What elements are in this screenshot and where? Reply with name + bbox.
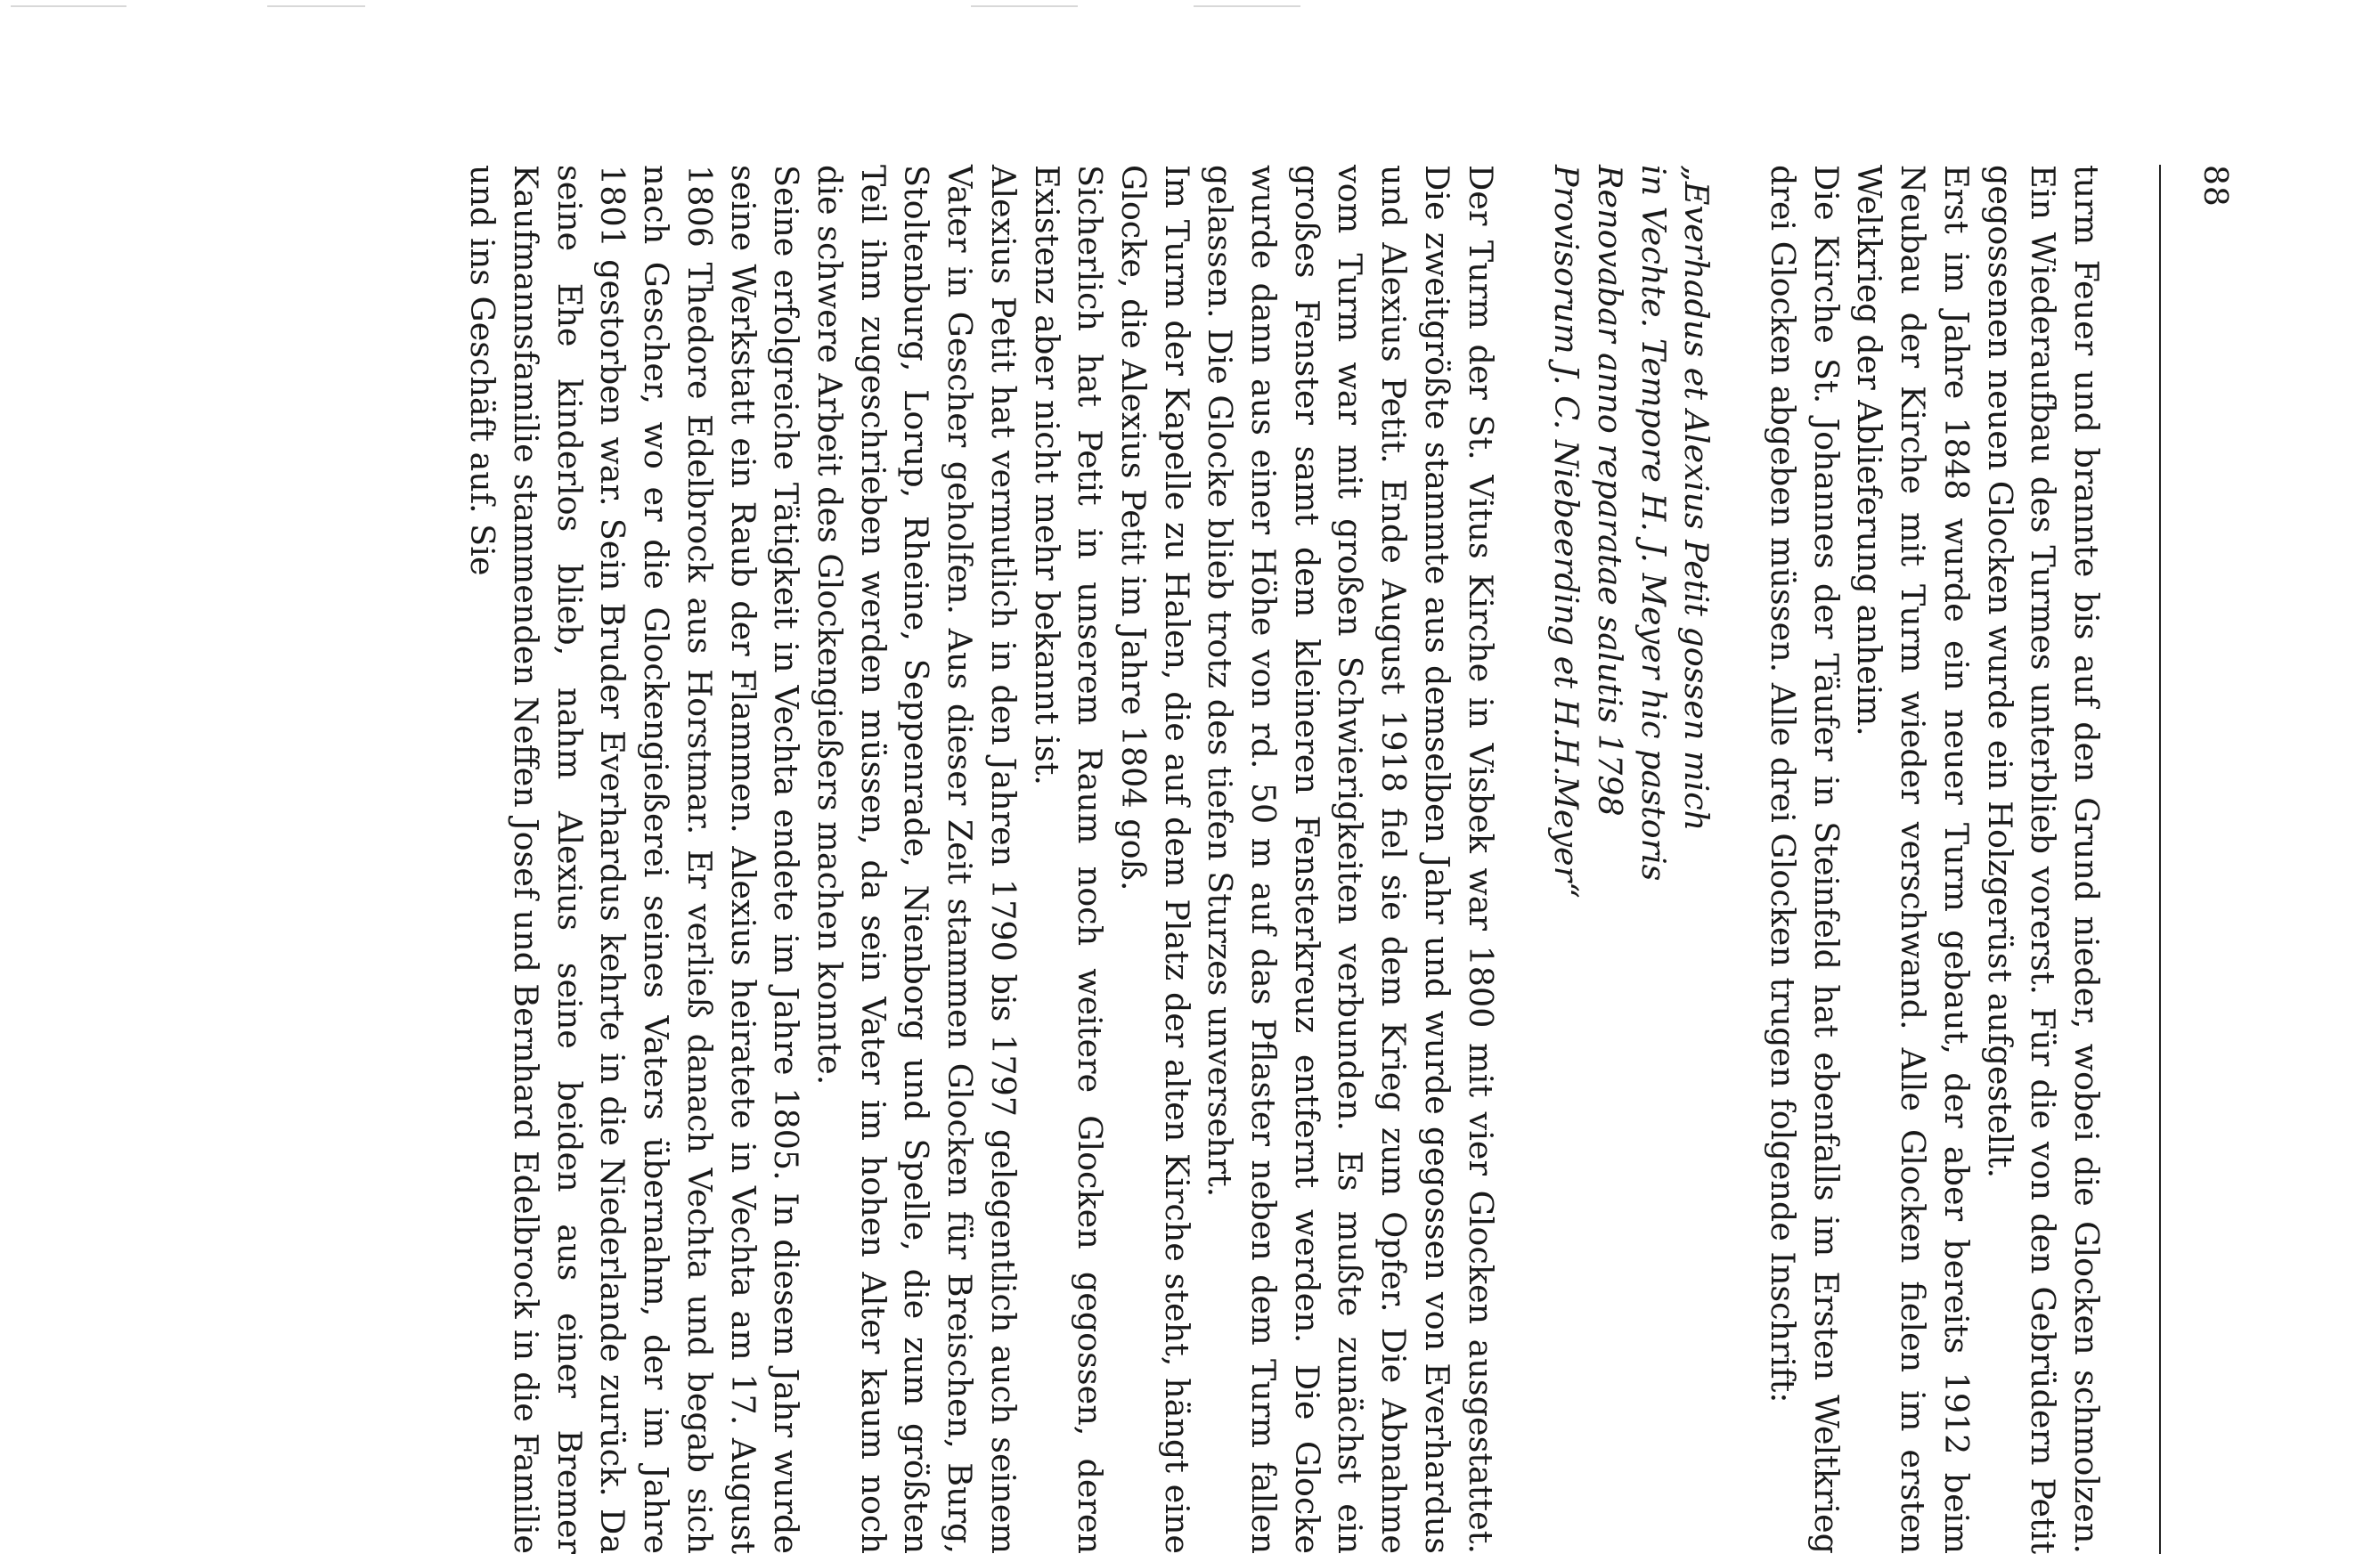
bell-inscription [1545,165,1718,1554]
page-header [2107,165,2232,1554]
scan-artifact [971,5,1078,7]
inscription-line: Renovabar anno reparatae salutis 1798 [1590,165,1629,817]
page-number: 88 [2197,165,2233,207]
paragraph: turm Feuer und brannte bis auf den Grund nieder, wobei die Glocken schmolzen. Ein Wiederaufbau des Turmes unterblieb vorerst. Für die von den Gebrüdern Petit gegossenen neuen Glocken wurde ein Holzgerüst aufgestellt. [1980,165,2106,1554]
body-text [461,165,2107,1554]
paragraph: Der Turm der St. Vitus Kirche in Visbek war 1800 mit vier Glocken ausgestattet. Die zweitgrößte stammte aus demselben Jahr und wurde gegossen von Everhardus und Alexius Petit. Ende August 1918 fiel sie dem Krieg zum Opfer. Die Abnahme vom Turm war mit großen Schwierigkeiten verbunden. Es mußte zunächst ein großes Fenster samt dem kleineren Fensterkreuz entfernt werden. Die Glocke wurde dann aus einer Höhe von rd. 50 m auf das Pflaster neben dem Turm fallen gelassen. Die Glocke blieb trotz des tiefen Sturzes unversehrt. [1201,165,1500,1554]
spacer [1502,165,1545,1554]
inscription-line: „Everhadus et Alexius Petit gossen mich [1677,165,1716,832]
scan-artifact [11,5,126,7]
header-rule [2159,165,2161,1554]
inscription-line: Provisorum J. C. Niebeerding et H.H.Meyer“ [1547,165,1586,899]
spacer [1717,165,1760,1554]
rotated-book-page [461,165,2232,1554]
scan-artifact [267,5,365,7]
paragraph: Alexius Petit hat vermutlich in den Jahren 1790 bis 1797 gelegentlich auch seinem Vater in Gescher geholfen. Aus dieser Zeit stammen Glocken für Breischen, Burg, Stoltenburg, Lorup, Rheine, Seppenrade, Nienborg und Spelle, die zum größten Teil ihm zugeschrieben werden müssen, da sein Vater im hohen Alter kaum noch die schwere Arbeit des Glockengießers machen konnte. [811,165,1023,1554]
paragraph: Sicherlich hat Petit in unserem Raum noch weitere Glocken gegossen, deren Existenz aber nicht mehr bekannt ist. [1027,165,1110,1554]
paragraph: Die Kirche St. Johannes der Täufer in Steinfeld hat ebenfalls im Ersten Weltkrieg drei Glocken abgeben müssen. Alle drei Glocken trugen folgende Inschrift: [1764,165,1846,1554]
paragraph: Erst im Jahre 1848 wurde ein neuer Turm gebaut, der aber bereits 1912 beim Neubau der Kirche mit Turm wieder verschwand. Alle Glocken fielen im ersten Weltkrieg der Ablieferung anheim. [1850,165,1976,1554]
paragraph: Im Turm der Kapelle zu Halen, die auf dem Platz der alten Kirche steht, hängt eine Glocke, die Alexius Petit im Jahre 1804 goß. [1113,165,1196,1554]
paragraph: Seine erfolgreiche Tätigkeit in Vechta endete im Jahre 1805. In diesem Jahr wurde seine Werkstatt ein Raub der Flammen. Alexius heiratete in Vechta am 17. August 1806 Thedore Edelbrock aus Horstmar. Er verließ danach Vechta und begab sich nach Gescher, wo er die Glockengießerei seines Vaters übernahm, der im Jahre 1801 gestorben war. Sein Bruder Everhardus kehrte in die Niederlande zurück. Da seine Ehe kinderlos blieb, nahm Alexius seine beiden aus einer Bremer Kaufmannsfamilie stammenden Neffen Josef und Bernhard Edelbrock in die Familie und ins Geschäft auf. Sie [463,165,806,1554]
inscription-line: in Vechte. Tempore H. J. Meyer hic pastoris [1634,165,1673,882]
scan-artifact [1194,5,1300,7]
